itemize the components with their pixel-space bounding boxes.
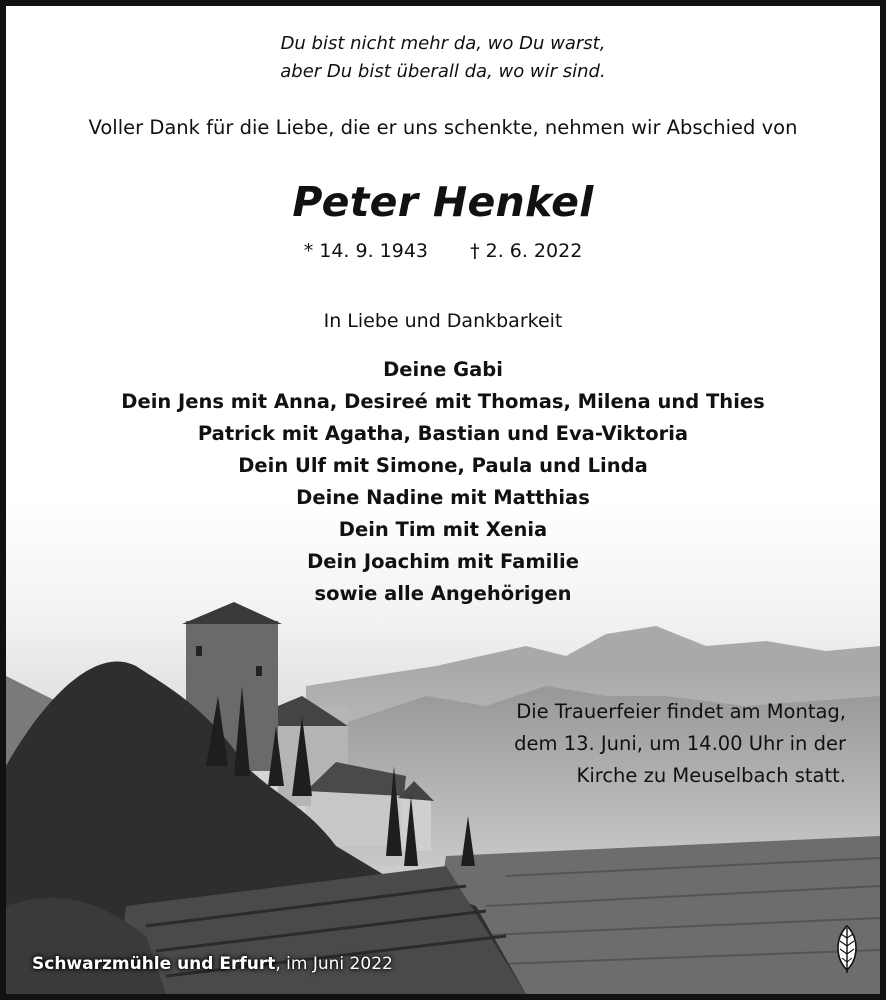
- poem-line-1: Du bist nicht mehr da, wo Du warst,: [280, 33, 606, 54]
- poem-line-2: aber Du bist überall da, wo wir sind.: [280, 61, 606, 82]
- mourner-line: Dein Tim mit Xenia: [338, 518, 548, 541]
- life-dates: [6, 240, 880, 262]
- mourner-line: Deine Nadine mit Matthias: [296, 486, 590, 509]
- leaf-icon: [832, 924, 862, 974]
- service-line-1: Die Trauerfeier findet am Montag,: [516, 700, 846, 723]
- mourner-line: Dein Ulf mit Simone, Paula und Linda: [238, 454, 648, 477]
- mourner-line: sowie alle Angehörigen: [314, 582, 572, 605]
- date-text: , im Juni 2022: [275, 954, 393, 974]
- memorial-poem: [6, 30, 880, 86]
- mourner-line: Dein Jens mit Anna, Desireé mit Thomas, Milena und Thies: [121, 390, 765, 413]
- closing-phrase: In Liebe und Dankbarkeit: [323, 310, 563, 332]
- birth-date: * 14. 9. 1943: [303, 240, 429, 262]
- place-names: Schwarzmühle und Erfurt: [32, 954, 276, 974]
- mourners-list: [6, 354, 880, 610]
- mourner-line: Patrick mit Agatha, Bastian und Eva-Viktoria: [197, 422, 689, 445]
- intro-text: Voller Dank für die Liebe, die er uns schenkte, nehmen wir Abschied von: [88, 116, 798, 139]
- mourner-line: Deine Gabi: [383, 358, 503, 381]
- place-and-date: [32, 954, 393, 974]
- service-line-2: dem 13. Juni, um 14.00 Uhr in der: [514, 732, 846, 755]
- service-line-3: Kirche zu Meuselbach statt.: [576, 764, 846, 787]
- funeral-service-info: [466, 696, 846, 792]
- deceased-name: Peter Henkel: [292, 178, 594, 226]
- death-date: † 2. 6. 2022: [470, 240, 583, 262]
- mourner-line: Dein Joachim mit Familie: [307, 550, 579, 573]
